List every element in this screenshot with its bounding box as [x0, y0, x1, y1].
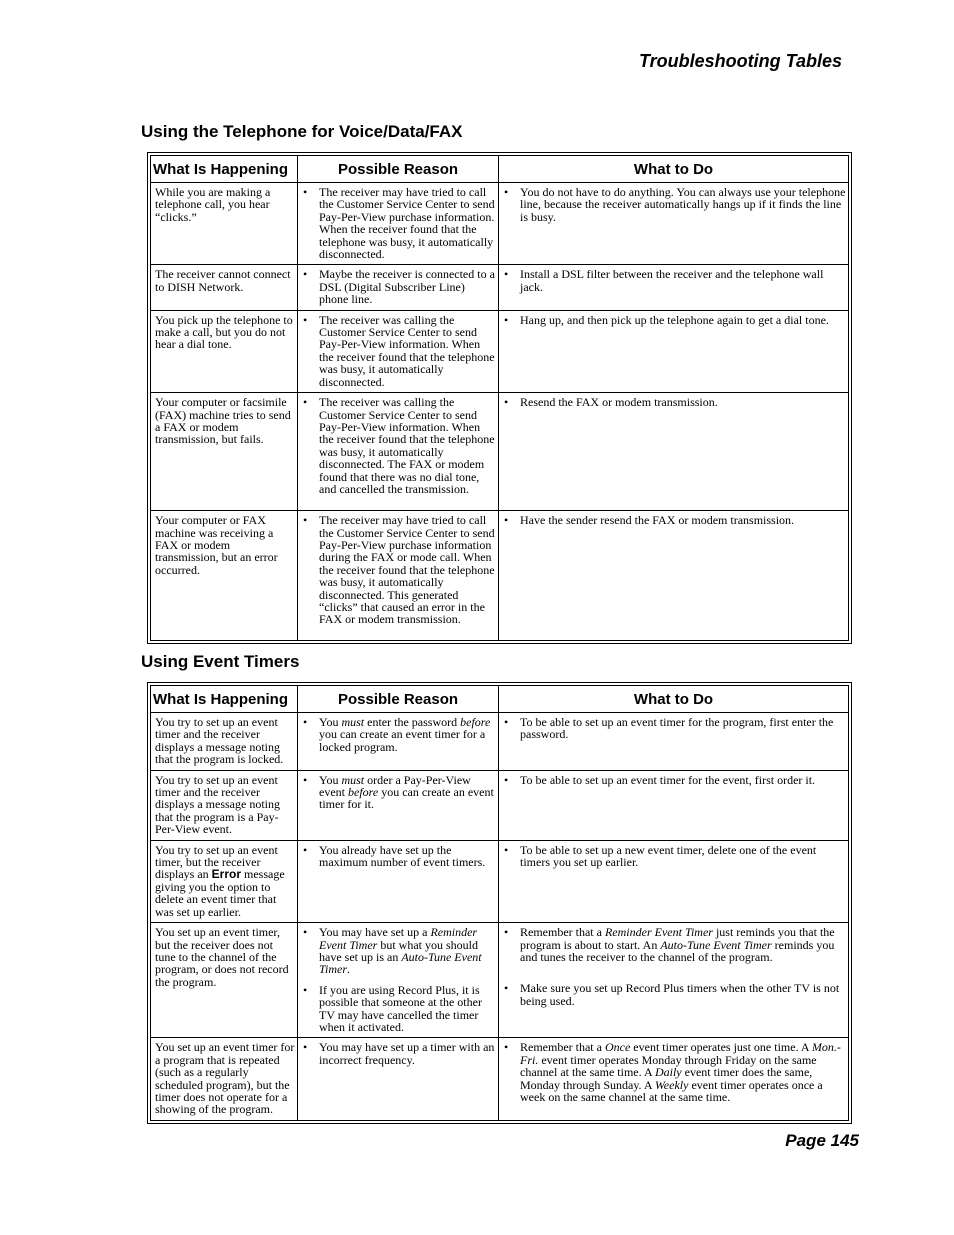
table-row — [151, 1038, 849, 1120]
header-what-is-happening: What Is Happening — [151, 686, 298, 713]
happening-cell: Your computer or facsimile (FAX) machine tries to send a FAX or modem transmission, but fails. — [151, 393, 298, 511]
table-row — [151, 840, 849, 922]
happening-cell: You pick up the telephone to make a call, but you do not hear a dial tone. — [151, 310, 298, 392]
section-title-telephone: Using the Telephone for Voice/Data/FAX — [141, 122, 463, 141]
reason-item: • The receiver may have tried to call the Customer Service Center to send Pay-Per-View purchase information. When the receiver found that the telephone was busy, it automatically disconnected. — [302, 186, 496, 260]
action-item: • Have the sender resend the FAX or modem transmission. — [503, 514, 846, 526]
action-cell — [499, 265, 849, 310]
action-cell — [499, 1038, 849, 1120]
reason-item: • You may have set up a timer with an incorrect frequency. — [302, 1041, 496, 1066]
header-what-is-happening: What Is Happening — [151, 156, 298, 183]
header-what-to-do: What to Do — [499, 156, 849, 183]
action-cell — [499, 770, 849, 840]
happening-cell: While you are making a telephone call, you hear “clicks.” — [151, 183, 298, 265]
action-cell — [499, 511, 849, 641]
happening-cell: You set up an event timer for a program that is repeated (such as a regularly scheduled program), but the timer does not operate for a showing of the program. — [151, 1038, 298, 1120]
reason-item: • If you are using Record Plus, it is possible that someone at the other TV may have cancelled the timer when it activated. — [302, 984, 496, 1034]
happening-cell: You try to set up an event timer, but the receiver displays an Error message giving you the option to delete an event timer that was set up earlier. — [151, 840, 298, 922]
table-row — [151, 923, 849, 1038]
table-row — [151, 310, 849, 392]
reason-cell — [298, 923, 499, 1038]
reason-item: • You already have set up the maximum number of event timers. — [302, 844, 496, 869]
action-item: • To be able to set up a new event timer, delete one of the event timers you set up earlier. — [503, 844, 846, 869]
reason-cell — [298, 1038, 499, 1120]
table-row — [151, 183, 849, 265]
section-title-event-timers: Using Event Timers — [141, 652, 300, 671]
header-possible-reason: Possible Reason — [298, 686, 499, 713]
reason-item: • The receiver was calling the Customer Service Center to send Pay-Per-View information. When the receiver found that the telephone was busy, it automatically disconnected. — [302, 314, 496, 388]
action-cell — [499, 713, 849, 771]
table-header-row — [151, 686, 849, 713]
header-possible-reason: Possible Reason — [298, 156, 499, 183]
table-row — [151, 393, 849, 511]
page-number: Page 145 — [785, 1131, 859, 1150]
action-item: • To be able to set up an event timer for the program, first enter the password. — [503, 716, 846, 741]
happening-cell: Your computer or FAX machine was receiving a FAX or modem transmission, but an error occurred. — [151, 511, 298, 641]
reason-item: • The receiver may have tried to call the Customer Service Center to send Pay-Per-View purchase information during the FAX or mode call. When the receiver found that the telephone was busy, it automatically disconnected. This generated “clicks” that caused an error in the FAX or modem transmission. — [302, 514, 496, 626]
reason-cell — [298, 840, 499, 922]
table-row — [151, 770, 849, 840]
reason-cell — [298, 310, 499, 392]
action-item: • Make sure you set up Record Plus timers when the other TV is not being used. — [503, 982, 846, 1007]
reason-item: • You must enter the password before you can create an event timer for a locked program. — [302, 716, 496, 753]
running-head: Troubleshooting Tables — [638, 51, 842, 71]
reason-item: • Maybe the receiver is connected to a DSL (Digital Subscriber Line) phone line. — [302, 268, 496, 305]
telephone-table — [147, 152, 852, 644]
action-item: • Remember that a Once event timer operates just one time. A Mon.-Fri. event timer operates Monday through Friday on the same channel at the same time. A Daily event timer does the same, Monday through Sunday. A Weekly event timer operates once a week on the same channel at the same time. — [503, 1041, 846, 1103]
header-what-to-do: What to Do — [499, 686, 849, 713]
reason-cell — [298, 265, 499, 310]
table-row — [151, 511, 849, 641]
action-item: • Install a DSL filter between the receiver and the telephone wall jack. — [503, 268, 846, 293]
reason-item: • The receiver was calling the Customer Service Center to send Pay-Per-View information. When the receiver found that the telephone was busy, it automatically disconnected. The FAX or modem found that there was no dial tone, and cancelled the transmission. — [302, 396, 496, 495]
action-item: • Hang up, and then pick up the telephone again to get a dial tone. — [503, 314, 846, 326]
reason-item: • You must order a Pay-Per-View event before you can create an event timer for it. — [302, 774, 496, 811]
error-keyword: Error — [211, 867, 242, 882]
reason-cell — [298, 511, 499, 641]
reason-cell — [298, 183, 499, 265]
happening-cell: You try to set up an event timer and the receiver displays a message noting that the program is locked. — [151, 713, 298, 771]
table-header-row — [151, 156, 849, 183]
action-cell — [499, 923, 849, 1038]
reason-cell — [298, 770, 499, 840]
action-cell — [499, 310, 849, 392]
action-item: • You do not have to do anything. You can always use your telephone line, because the receiver automatically hangs up if it finds the line is busy. — [503, 186, 846, 223]
happening-cell: You try to set up an event timer and the receiver displays a message noting that the program is a Pay-Per-View event. — [151, 770, 298, 840]
action-item: • To be able to set up an event timer for the event, first order it. — [503, 774, 846, 786]
happening-cell: The receiver cannot connect to DISH Network. — [151, 265, 298, 310]
table-row — [151, 713, 849, 771]
table-row — [151, 265, 849, 310]
reason-cell — [298, 393, 499, 511]
action-item: • Resend the FAX or modem transmission. — [503, 396, 846, 408]
reason-item: • You may have set up a Reminder Event Timer but what you should have set up is an Auto-Tune Event Timer. — [302, 926, 496, 976]
happening-cell: You set up an event timer, but the receiver does not tune to the channel of the program, or does not record the program. — [151, 923, 298, 1038]
event-timers-table — [147, 682, 852, 1124]
action-cell — [499, 840, 849, 922]
action-item: • Remember that a Reminder Event Timer just reminds you that the program is about to start. An Auto-Tune Event Timer reminds you and tunes the receiver to the channel of the program. — [503, 926, 846, 963]
action-cell — [499, 183, 849, 265]
action-cell — [499, 393, 849, 511]
reason-cell — [298, 713, 499, 771]
